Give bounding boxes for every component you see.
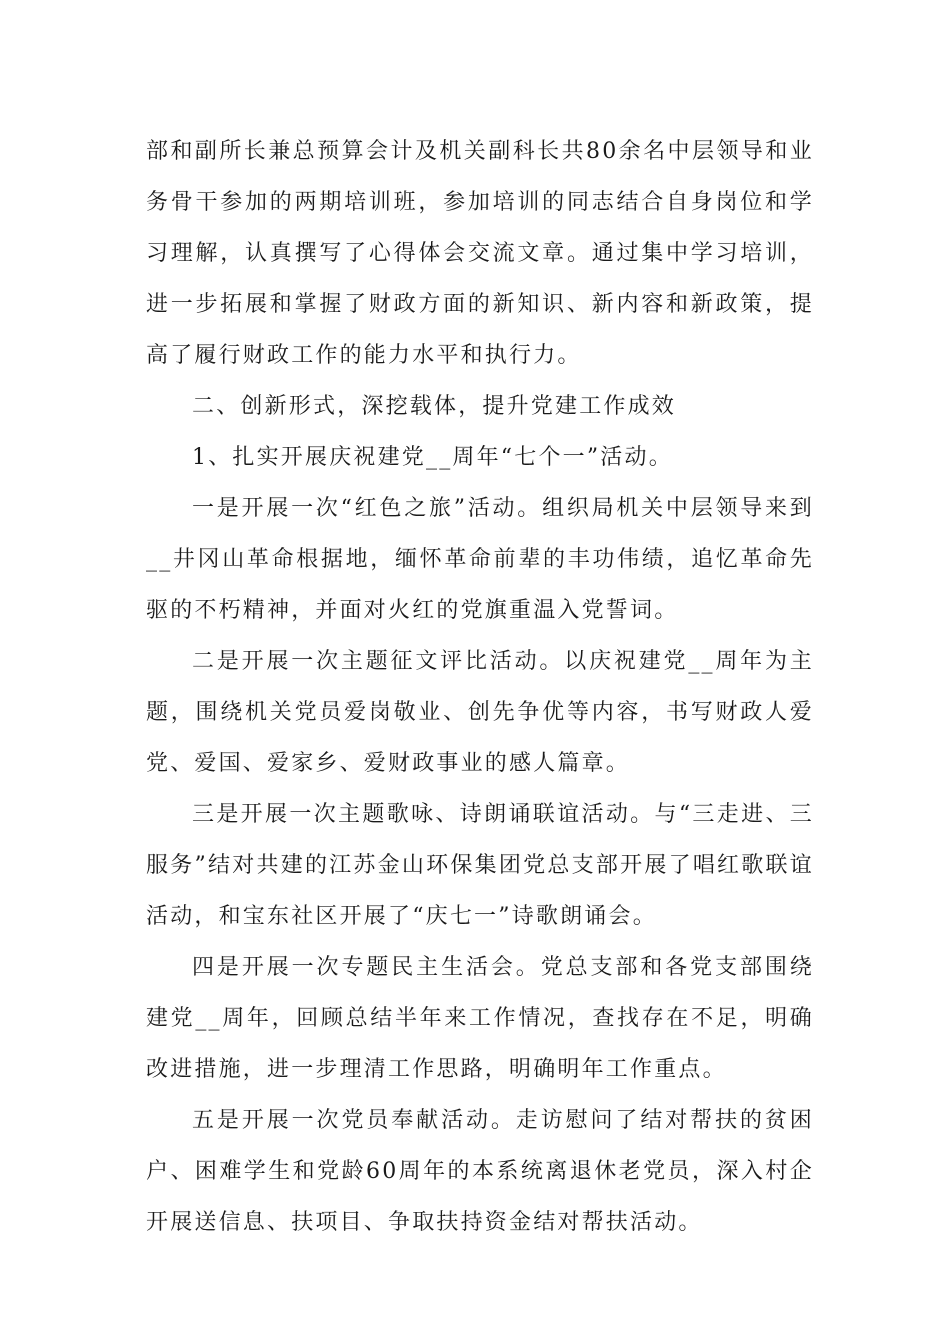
paragraph-dedication-activity: 五是开展一次党员奉献活动。走访慰问了结对帮扶的贫困户、困难学生和党龄60周年的本系统离退休老党员，深入村企开展送信息、扶项目、争取扶持资金结对帮扶活动。 [146,1108,814,1235]
paragraph-song-poetry: 三是开展一次主题歌咏、诗朗诵联谊活动。与“三走进、三服务”结对共建的江苏金山环保集团党总支部开展了唱红歌联谊活动，和宝东社区开展了“庆七一”诗歌朗诵会。 [146,802,814,929]
paragraph-training-summary: 部和副所长兼总预算会计及机关副科长共80余名中层领导和业务骨干参加的两期培训班，参加培训的同志结合自身岗位和学习理解，认真撰写了心得体会交流文章。通过集中学习培训，进一步拓展和掌握了财政方面的新知识、新内容和新政策，提高了履行财政工作的能力水平和执行力。 [146,139,814,368]
section-heading-innovation: 二、创新形式，深挖载体，提升党建工作成效 [192,394,677,419]
paragraph-red-tour: 一是开展一次“红色之旅”活动。组织局机关中层领导来到__井冈山革命根据地，缅怀革命前辈的丰功伟绩，追忆革命先驱的不朽精神，并面对火红的党旗重温入党誓词。 [146,496,814,623]
paragraph-essay-contest: 二是开展一次主题征文评比活动。以庆祝建党__周年为主题，围绕机关党员爱岗敬业、创先争优等内容，书写财政人爱党、爱国、爱家乡、爱财政事业的感人篇章。 [146,649,814,776]
paragraph-democratic-meeting: 四是开展一次专题民主生活会。党总支部和各党支部围绕建党__周年，回顾总结半年来工作情况，查找存在不足，明确改进措施，进一步理清工作思路，明确明年工作重点。 [146,955,814,1082]
subheading-anniversary-activities: 1、扎实开展庆祝建党__周年“七个一”活动。 [192,445,673,470]
document-body [146,126,814,1248]
